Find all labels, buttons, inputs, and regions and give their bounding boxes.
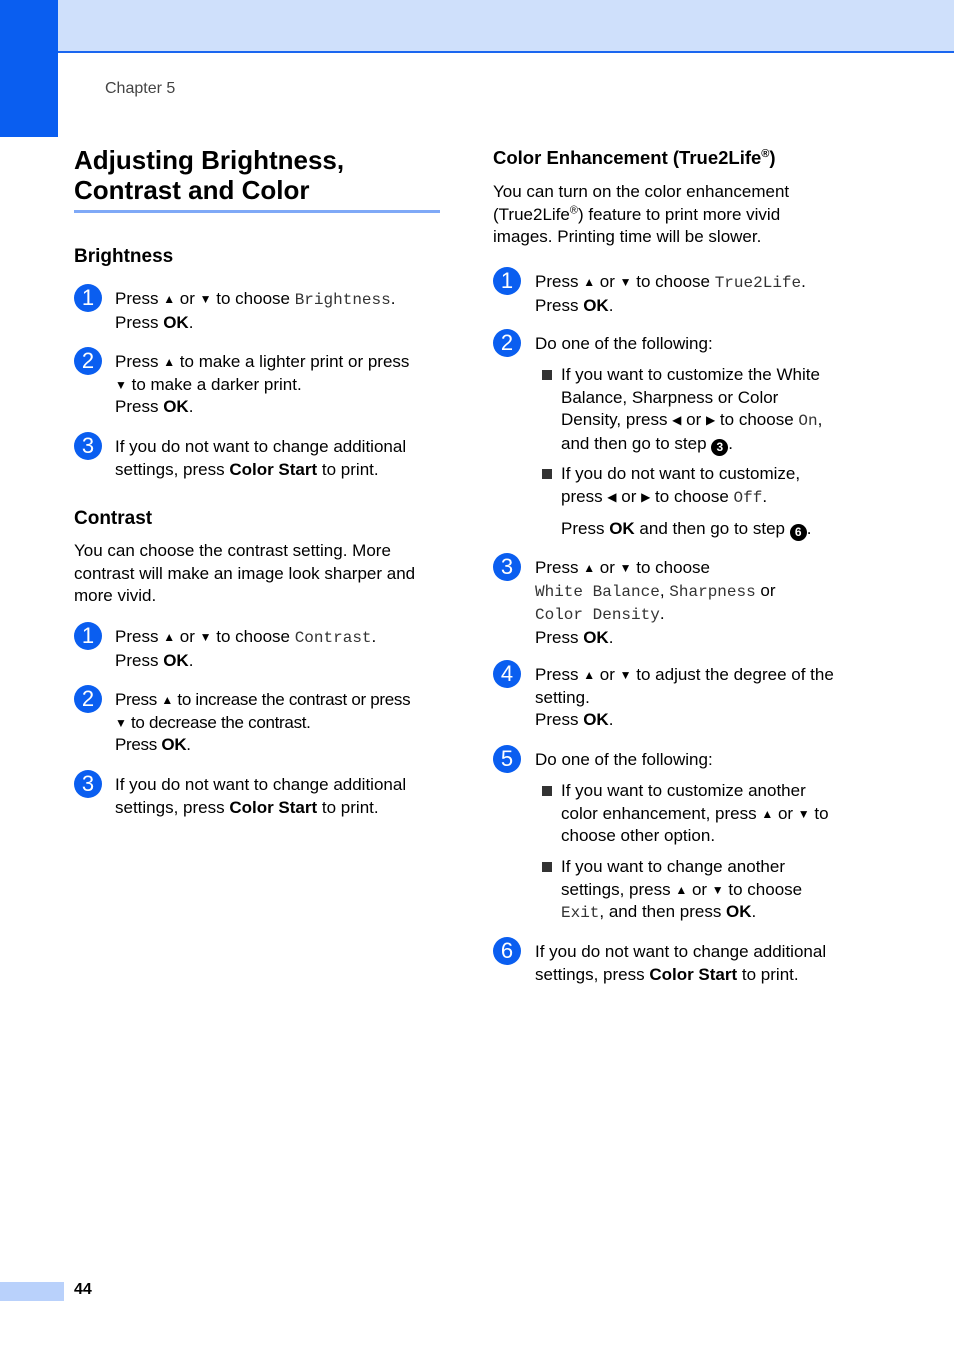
chapter-label: Chapter 5 [105,80,176,97]
down-arrow-icon: ▼ [619,561,632,575]
step-badge: 5 [493,745,521,773]
step-badge: 2 [493,329,521,357]
step-badge: 2 [74,347,102,375]
color-step-6: If you do not want to change additional settings, press Color Start to print. [535,942,827,984]
contrast-intro: You can choose the contrast setting. More contrast will make an image look sharper and more vivid. [74,541,416,605]
color-step-2-bullet-1: If you want to customize the White Balance, Sharpness or Color Density, press ◀ or ▶ to choose On, and then go to step 3 . [561,365,823,454]
color-enhancement-intro: You can turn on the color enhancement (True2Life®) feature to print more vivid images. Printing time will be slower. [493,182,790,246]
color-enhancement-heading: Color Enhancement (True2Life®) [493,147,776,168]
up-arrow-icon: ▲ [163,630,176,644]
contrast-step-1: Press ▲ or ▼ to choose Contrast. Press OK. [115,627,377,670]
down-arrow-icon: ▼ [711,882,724,897]
contrast-step-2: Press ▲ to increase the contrast or press ▼ to decrease the contrast. Press OK. [115,690,411,754]
bullet-square-icon [542,786,552,796]
up-arrow-icon: ▲ [583,561,596,575]
up-arrow-icon: ▲ [583,668,596,682]
step-badge: 3 [493,553,521,581]
brightness-step-2: Press ▲ to make a lighter print or press ▼ to make a darker print. Press OK. [115,352,410,416]
down-arrow-icon: ▼ [619,275,632,289]
color-step-5-bullet-2: If you want to change another settings, press ▲ or ▼ to choose Exit, and then press OK. [561,857,803,922]
step-badge: 2 [74,685,102,713]
header-band [0,0,954,53]
bullet-square-icon [542,862,552,872]
step-badge: 6 [493,937,521,965]
down-arrow-icon: ▼ [115,377,127,392]
page-title [74,145,344,205]
brightness-step-3: If you do not want to change additional settings, press Color Start to print. [115,437,407,479]
color-step-5: Do one of the following: [535,750,713,769]
page-title-line1: Adjusting Brightness, [74,145,345,175]
step-ref-badge: 6 [790,524,807,541]
up-arrow-icon: ▲ [761,806,774,821]
step-badge: 4 [493,660,521,688]
chapter-tab [0,0,58,137]
step-badge: 1 [74,284,102,312]
color-step-5-bullet-1: If you want to customize another color enhancement, press ▲ or ▼ to choose other option. [561,781,829,845]
left-arrow-icon: ◀ [607,489,617,504]
title-rule [74,210,440,213]
bullet-square-icon [542,469,552,479]
up-arrow-icon: ▲ [583,275,596,289]
contrast-heading: Contrast [74,508,153,529]
step-badge: 3 [74,432,102,460]
up-arrow-icon: ▲ [161,693,173,707]
brightness-step-1: Press ▲ or ▼ to choose Brightness. Press OK. [115,289,396,332]
step-badge: 3 [74,770,102,798]
page-number: 44 [74,1281,92,1298]
page-title-line2: Contrast and Color [74,175,310,205]
right-arrow-icon: ▶ [705,413,716,427]
up-arrow-icon: ▲ [675,882,688,897]
color-step-2: Do one of the following: [535,334,713,353]
color-step-2-bullet-2: If you do not want to customize, press ◀ or ▶ to choose Off. Press OK and then go to step 6 . [561,464,812,539]
step-ref-badge: 3 [711,439,728,456]
color-step-1: Press ▲ or ▼ to choose True2Life. Press OK. [535,272,806,315]
contrast-step-3: If you do not want to change additional settings, press Color Start to print. [115,775,407,817]
bullet-square-icon [542,370,552,380]
right-arrow-icon: ▶ [641,489,651,504]
left-arrow-icon: ◀ [672,413,682,427]
color-step-3: Press ▲ or ▼ to choose White Balance, Sharpness or Color Density. Press OK. [535,558,776,647]
footer-band [0,1282,64,1301]
step-badge: 1 [493,267,521,295]
down-arrow-icon: ▼ [115,715,127,730]
color-step-4: Press ▲ or ▼ to adjust the degree of the setting. Press OK. [535,665,834,729]
down-arrow-icon: ▼ [199,292,212,306]
down-arrow-icon: ▼ [199,630,212,644]
step-badge: 1 [74,622,102,650]
up-arrow-icon: ▲ [163,292,176,306]
brightness-heading: Brightness [74,246,174,267]
down-arrow-icon: ▼ [619,668,632,682]
down-arrow-icon: ▼ [797,806,810,821]
up-arrow-icon: ▲ [163,355,176,369]
